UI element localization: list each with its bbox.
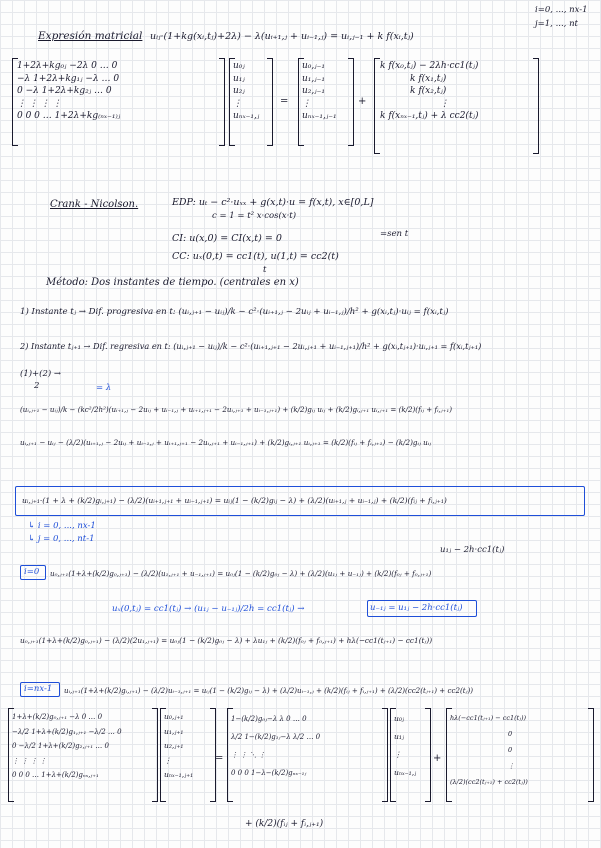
edp-subnotes: c = 1 = t² x·cos(x·t) bbox=[212, 211, 297, 221]
matrix-bracket-right bbox=[152, 708, 158, 802]
i0-substituted-equation: u₀,ⱼ₊₁(1+λ+(k/2)g₀,ⱼ₊₁) − (λ/2)(2u₁,ⱼ₊₁) = u₀ⱼ(1 − (k/2)g₀ⱼ − λ) + λu₁ⱼ + (k/2)(f₀ⱼ + f₀,ⱼ₊₁) + hλ(−cc1(tⱼ₊₁) − cc1(tⱼ)) bbox=[20, 636, 433, 645]
index-i-label: i=0, ..., nx-1 bbox=[535, 5, 588, 15]
matrix-bracket-right bbox=[219, 58, 225, 146]
section-title-crank: Crank - Nicolson. bbox=[50, 199, 139, 210]
simplified-equation: uᵢ,ⱼ₊₁ − uᵢⱼ − (λ/2)(uᵢ₊₁,ⱼ − 2uᵢⱼ + uᵢ₋₁,ⱼ + uᵢ₊₁,ⱼ₊₁ − 2uᵢ,ⱼ₊₁ + uᵢ₋₁,ⱼ₊₁) + (k/2)gᵢ,ⱼ₊₁ uᵢ,ⱼ₊₁ = (k/2)(fᵢⱼ + fᵢ,ⱼ₊₁) − (k/2)gᵢⱼ uᵢⱼ bbox=[20, 438, 432, 447]
vector-b: u₀,ⱼ₋₁ u₁,ⱼ₋₁ u₂,ⱼ₋₁ ⋮ uₙₓ₋₁,ⱼ₋₁ bbox=[302, 61, 337, 121]
vector-u-current: u₀ⱼ u₁ⱼ ⋮ uₙₓ₋₁,ⱼ bbox=[394, 714, 417, 777]
section-title-matrix: Expresión matricial bbox=[38, 30, 143, 42]
average-denominator: 2 bbox=[34, 381, 40, 391]
index-j-label: j=1, ..., nt bbox=[535, 19, 578, 29]
range-i: ↳ i = 0, ..., nx-1 bbox=[28, 521, 96, 531]
forcing-term: + (k/2)(fᵢⱼ + fᵢ,ⱼ₊₁) bbox=[245, 819, 324, 829]
method-step-2: 2) Instante tⱼ₊₁ → Dif. regresiva en t: (uᵢ,ⱼ₊₁ − uᵢⱼ)/k − c²·(uᵢ₊₁,ⱼ₊₁ − 2uᵢ,ⱼ₊₁ + uᵢ₋₁,ⱼ₊₁)/h² + g(xᵢ,tⱼ₊₁)·uᵢ,ⱼ₊₁ = f(xᵢ,tⱼ₊₁) bbox=[20, 341, 482, 351]
method-title: Método: Dos instantes de tiempo. (centrales en x) bbox=[46, 277, 299, 288]
plus-sign: + bbox=[433, 753, 442, 764]
equals-sign: = bbox=[215, 753, 224, 764]
i0-label: i=0 bbox=[24, 567, 40, 577]
vector-bracket-right bbox=[425, 708, 431, 802]
matrix-a: 1+2λ+kg₀ⱼ −2λ 0 … 0 −λ 1+2λ+kg₁ⱼ −λ … 0 0 −λ 1+2λ+kg₂ⱼ … 0 ⋮ ⋮ ⋮ ⋮ 0 0 0 … 1+2λ+kg₍ₙₓ₋₁₎ⱼ bbox=[17, 61, 121, 121]
cc-equation: CC: uₓ(0,t) = cc1(t), u(1,t) = cc2(t) bbox=[172, 251, 339, 262]
cc-subnote: t bbox=[263, 265, 267, 275]
plus-sign: + bbox=[358, 96, 367, 107]
inx-label: i=nx-1 bbox=[24, 684, 53, 694]
range-j: ↳ j = 0, ..., nt-1 bbox=[28, 534, 95, 544]
lambda-note: = λ bbox=[96, 383, 112, 393]
vector-bracket-right bbox=[588, 708, 594, 802]
matrix-b-crank: 1−(k/2)g₀ⱼ−λ λ 0 … 0 λ/2 1−(k/2)g₁ⱼ−λ λ/2 … 0 ⋮ ⋮ ⋱ ⋮ 0 0 0 1−λ−(k/2)gₙₓ₋₁ⱼ bbox=[231, 715, 321, 777]
cc-note: =sen t bbox=[380, 229, 409, 239]
vector-bracket-right bbox=[267, 58, 273, 146]
inx-equation: uᵢ,ⱼ₊₁(1+λ+(k/2)gᵢ,ⱼ₊₁) − (λ/2)uᵢ₋₁,ⱼ₊₁ = uᵢⱼ(1 − (k/2)gᵢⱼ − λ) + (λ/2)uᵢ₋₁,ⱼ + (k/2)(fᵢⱼ + fᵢ,ⱼ₊₁) + (λ/2)(cc2(tⱼ₊₁) + cc2(tⱼ)) bbox=[64, 686, 473, 695]
averaged-equation: (uᵢ,ⱼ₊₁ − uᵢⱼ)/k − (kc²/2h²)(uᵢ₊₁,ⱼ − 2uᵢⱼ + uᵢ₋₁,ⱼ + uᵢ₊₁,ⱼ₊₁ − 2uᵢ,ⱼ₊₁ + uᵢ₋₁,ⱼ₊₁) + (k/2)gᵢⱼ uᵢⱼ + (k/2)gᵢ,ⱼ₊₁ uᵢ,ⱼ₊₁ = (k/2)(fᵢⱼ + fᵢ,ⱼ₊₁) bbox=[20, 405, 452, 414]
vector-u-next: u₀,ⱼ₊₁ u₁,ⱼ₊₁ u₂,ⱼ₊₁ ⋮ uₙₓ₋₁,ⱼ₊₁ bbox=[164, 712, 194, 779]
ci-equation: CI: u(x,0) = CI(x,t) = 0 bbox=[172, 233, 282, 244]
matrix-bracket-right bbox=[382, 708, 388, 802]
vector-f: k f(x₀,tⱼ) − 2λh·cc1(tⱼ) k f(x₁,tⱼ) k f(x₂,tⱼ) ⋮ k f(xₙₓ₋₁,tⱼ) + λ cc2(tⱼ) bbox=[380, 61, 479, 121]
equals-sign: = bbox=[280, 96, 289, 107]
result-equation: uᵢ,ⱼ₊₁·(1 + λ + (k/2)gᵢ,ⱼ₊₁) − (λ/2)(uᵢ₊₁,ⱼ₊₁ + uᵢ₋₁,ⱼ₊₁) = uᵢⱼ(1 − (k/2)gᵢⱼ − λ) + (λ/2)(uᵢ₊₁,ⱼ + uᵢ₋₁,ⱼ) + (k/2)(fᵢⱼ + fᵢ,ⱼ₊₁) bbox=[22, 496, 447, 505]
vector-bracket-right bbox=[533, 58, 539, 154]
i0-equation: u₀,ⱼ₊₁(1+λ+(k/2)g₀,ⱼ₊₁) − (λ/2)(u₁,ⱼ₊₁ + u₋₁,ⱼ₊₁) = u₀ⱼ(1 − (k/2)g₀ⱼ − λ) + (λ/2)(u₁ⱼ + u₋₁ⱼ) + (k/2)(f₀ⱼ + f₀,ⱼ₊₁) bbox=[50, 569, 432, 578]
i0-note: u₁ⱼ − 2h·cc1(tⱼ) bbox=[440, 545, 505, 555]
edp-equation: EDP: uₜ − c²·uₓₓ + g(x,t)·u = f(x,t), x∈[0,L] bbox=[172, 197, 374, 208]
vector-boundary-terms: hλ(−cc1(tⱼ₊₁) − cc1(tⱼ)) 0 0 ⋮ (λ/2)(cc2(tⱼ₊₁) + cc2(tⱼ)) bbox=[450, 714, 528, 786]
vector-bracket-right bbox=[348, 58, 354, 146]
method-step-1: 1) Instante tⱼ → Dif. progresiva en t: (uᵢ,ⱼ₊₁ − uᵢⱼ)/k − c²·(uᵢ₊₁,ⱼ − 2uᵢⱼ + uᵢ₋₁,ⱼ)/h² + g(xᵢ,tⱼ)·uᵢⱼ = f(xᵢ,tⱼ) bbox=[20, 307, 449, 317]
matrix-equation: uᵢⱼ·(1+kg(xᵢ,tⱼ)+2λ) − λ(uᵢ₊₁,ⱼ + uᵢ₋₁,ⱼ) = uᵢ,ⱼ₋₁ + k f(xᵢ,tⱼ) bbox=[150, 31, 414, 42]
average-label: (1)+(2) → bbox=[20, 369, 62, 379]
vector-u: u₀ⱼ u₁ⱼ u₂ⱼ ⋮ uₙₓ₋₁,ⱼ bbox=[233, 61, 260, 121]
matrix-a-crank: 1+λ+(k/2)g₀,ⱼ₊₁ −λ 0 … 0 −λ/2 1+λ+(k/2)g₁,ⱼ₊₁ −λ/2 … 0 0 −λ/2 1+λ+(k/2)g₂,ⱼ₊₁ … 0 ⋮ ⋮ ⋮ ⋮ 0 0 0 … 1+λ+(k/2)gₙₓ,ⱼ₊₁ bbox=[12, 713, 122, 779]
boundary-condition: uₓ(0,tⱼ) = cc1(tⱼ) → (u₁ⱼ − u₋₁ⱼ)/2h = cc1(tⱼ) → bbox=[112, 604, 305, 614]
ghost-node-equation: u₋₁ⱼ = u₁ⱼ − 2h·cc1(tⱼ) bbox=[370, 603, 463, 613]
